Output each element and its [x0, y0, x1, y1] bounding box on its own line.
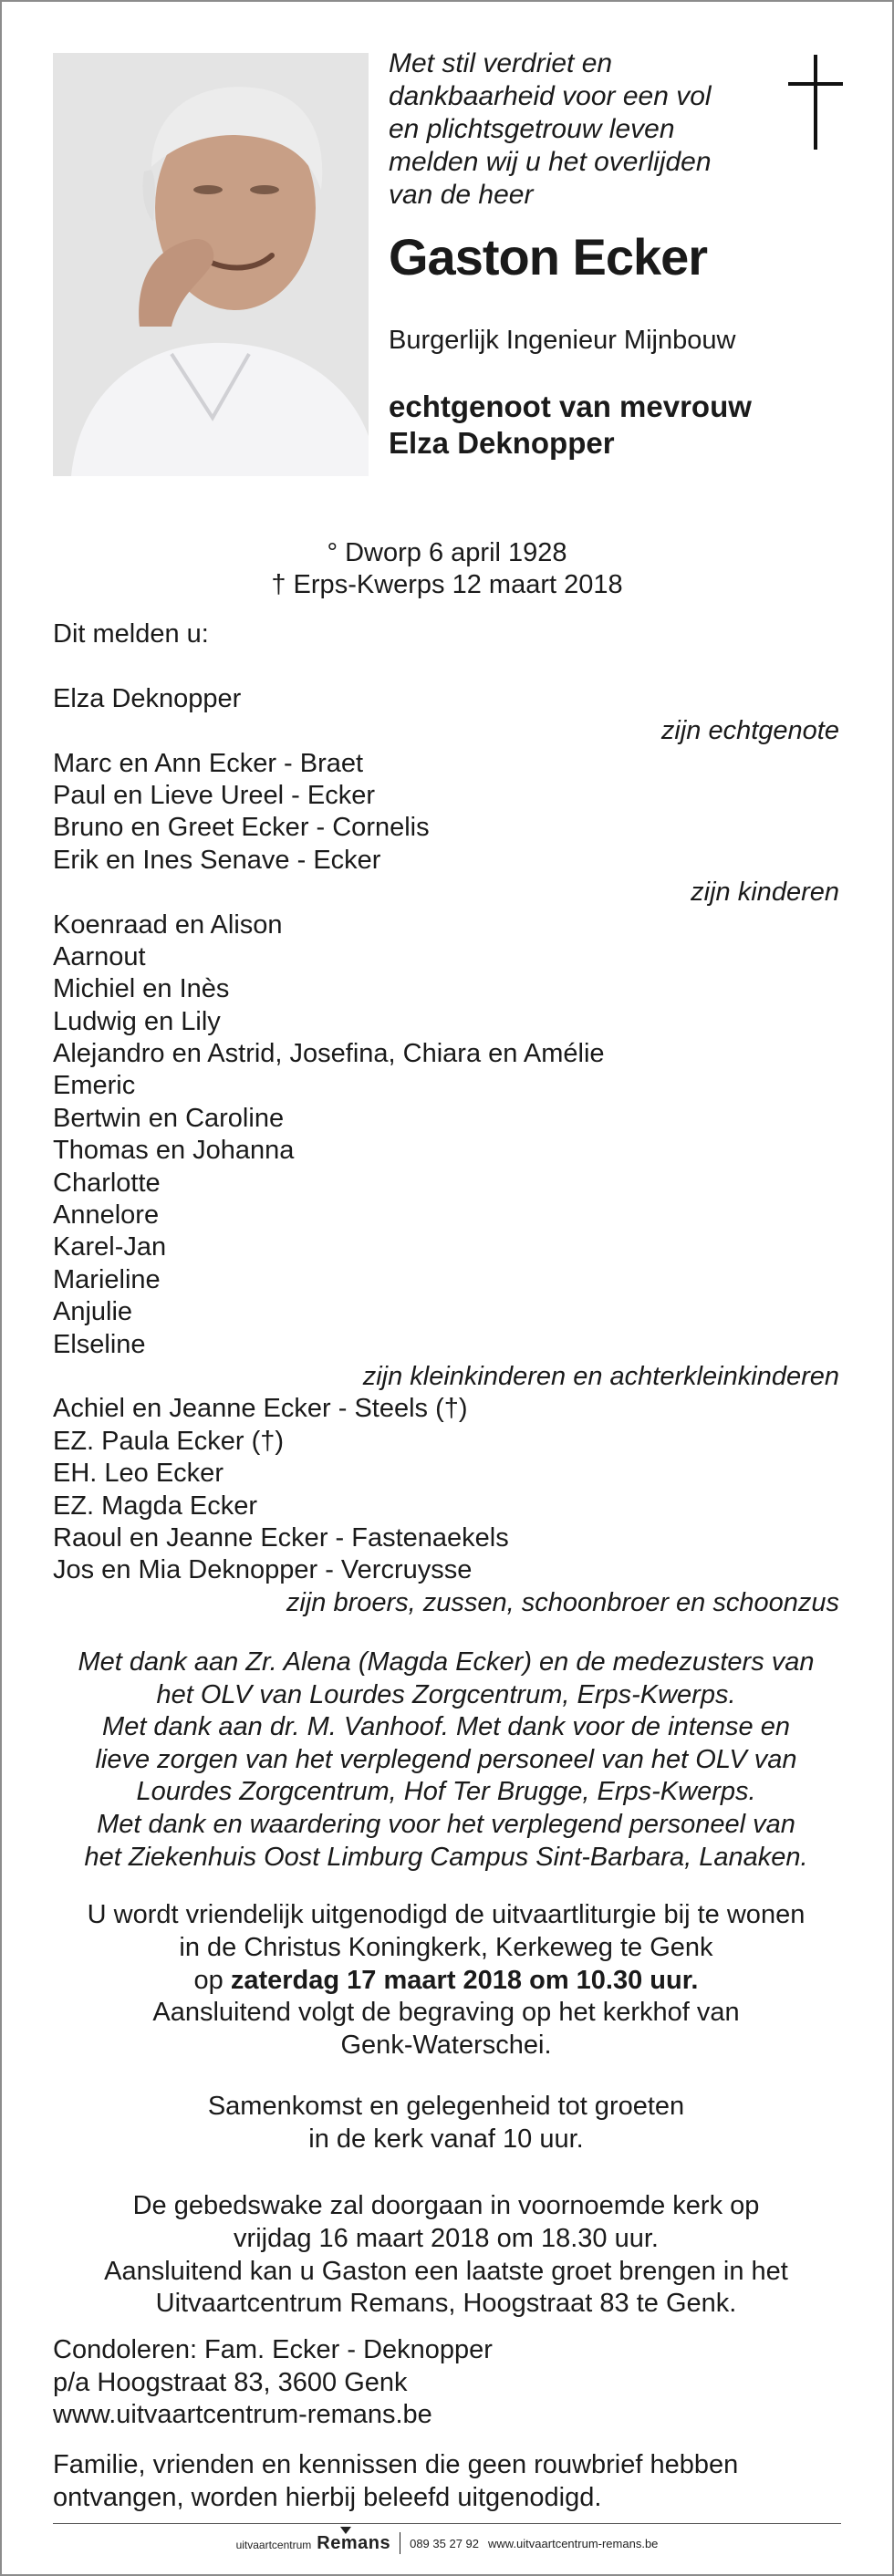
- vigil-line: Aansluitend kan u Gaston een laatste groet brengen in het: [104, 2256, 788, 2286]
- condolences-line: Condoleren: Fam. Ecker - Deknopper: [53, 2335, 493, 2364]
- gathering-notice: [53, 2091, 839, 2156]
- birth-date: ° Dworp 6 april 1928: [327, 538, 567, 567]
- portrait-image: [53, 53, 369, 476]
- family-member: Raoul en Jeanne Ecker - Fastenaekels: [53, 1522, 509, 1553]
- cross-icon: [788, 55, 843, 150]
- intro-text: [389, 47, 754, 212]
- family-member: Bruno en Greet Ecker - Cornelis: [53, 813, 430, 843]
- intro-line: en plichtsgetrouw leven: [389, 114, 675, 144]
- family-member: Elza Deknopper: [53, 683, 242, 713]
- family-opening: Dit melden u:: [53, 619, 209, 649]
- family-member: Alejandro en Astrid, Josefina, Chiara en Amélie: [53, 1039, 605, 1069]
- logo-triangle-icon: [340, 2527, 351, 2534]
- funeral-date-line: [53, 1965, 839, 1998]
- thanks-line: lieve zorgen van het verplegend personeel van het OLV van: [95, 1744, 797, 1774]
- thanks-line: Lourdes Zorgcentrum, Hof Ter Brugge, Erps-Kwerps.: [136, 1777, 756, 1807]
- family-member: Karel-Jan: [53, 1232, 167, 1262]
- spouse-heading-line-2: Elza Deknopper: [389, 426, 615, 460]
- closing-line: Familie, vrienden en kennissen die geen rouwbrief hebben: [53, 2450, 739, 2479]
- funeral-line: in de Christus Koningkerk, Kerkeweg te Genk: [179, 1932, 713, 1962]
- death-date: † Erps-Kwerps 12 maart 2018: [271, 570, 623, 599]
- logo-text-small: uitvaartcentrum: [235, 2538, 312, 2551]
- condolences-block: [53, 2334, 839, 2432]
- family-member: Erik en Ines Senave - Ecker: [53, 845, 381, 875]
- thanks-paragraph: [53, 1646, 839, 1874]
- funeral-date-prefix: op: [193, 1965, 231, 1995]
- family-member: Charlotte: [53, 1168, 161, 1198]
- family-member: EZ. Paula Ecker (†): [53, 1426, 285, 1456]
- family-member: Thomas en Johanna: [53, 1136, 295, 1166]
- family-member: Annelore: [53, 1200, 160, 1231]
- spouse-heading-line-1: echtgenoot van mevrouw: [389, 390, 752, 423]
- family-member: EZ. Magda Ecker: [53, 1491, 258, 1521]
- funeral-line: Aansluitend volgt de begraving op het kerkhof van: [152, 1998, 740, 2028]
- family-member: Elseline: [53, 1329, 146, 1359]
- family-member: EH. Leo Ecker: [53, 1459, 224, 1489]
- funeral-invitation: [53, 1899, 839, 2062]
- condolences-address: p/a Hoogstraat 83, 3600 Genk: [53, 2367, 408, 2397]
- relation-label: zijn broers, zussen, schoonbroer en schoonzus: [286, 1587, 839, 1617]
- funeral-line: U wordt vriendelijk uitgenodigd de uitvaartliturgie bij te wonen: [87, 1900, 806, 1929]
- thanks-line: het OLV van Lourdes Zorgcentrum, Erps-Kwerps.: [156, 1679, 736, 1709]
- relation-label: zijn kinderen: [691, 878, 839, 908]
- footer-website: www.uitvaartcentrum-remans.be: [488, 2536, 659, 2550]
- family-member: Achiel en Jeanne Ecker - Steels (†): [53, 1394, 468, 1424]
- family-member: Jos en Mia Deknopper - Vercruysse: [53, 1555, 473, 1585]
- funeral-home-logo: [236, 2533, 391, 2554]
- family-member: Ludwig en Lily: [53, 1006, 221, 1036]
- deceased-profession: Burgerlijk Ingenieur Mijnbouw: [389, 326, 736, 355]
- relation-label: zijn echtgenote: [660, 716, 839, 746]
- footer-divider: [53, 2523, 841, 2524]
- family-member: Paul en Lieve Ureel - Ecker: [53, 780, 375, 810]
- closing-line: ontvangen, worden hierbij beleefd uitgenodigd.: [53, 2482, 602, 2512]
- family-member: Bertwin en Caroline: [53, 1103, 285, 1133]
- vigil-line: Uitvaartcentrum Remans, Hoogstraat 83 te Genk.: [155, 2289, 737, 2319]
- vigil-line: vrijdag 16 maart 2018 om 18.30 uur.: [234, 2223, 659, 2253]
- family-member: Koenraad en Alison: [53, 909, 283, 940]
- intro-line: melden wij u het overlijden: [389, 147, 712, 177]
- spacer: [53, 650, 839, 682]
- logo-text-big: Remans: [317, 2532, 391, 2553]
- footer: [2, 2525, 892, 2561]
- funeral-line: Genk-Waterschei.: [340, 2031, 552, 2061]
- family-list: [53, 618, 839, 1619]
- gathering-line: in de kerk vanaf 10 uur.: [308, 2124, 584, 2154]
- gathering-line: Samenkomst en gelegenheid tot groeten: [207, 2092, 685, 2121]
- relation-label: zijn kleinkinderen en achterkleinkinderen: [362, 1361, 839, 1391]
- funeral-date: zaterdag 17 maart 2018 om 10.30 uur.: [230, 1965, 699, 1995]
- vigil-notice: [53, 2190, 839, 2321]
- family-member: Anjulie: [53, 1297, 133, 1327]
- closing-notice: [53, 2449, 839, 2514]
- thanks-line: Met dank aan dr. M. Vanhoof. Met dank voor de intense en: [102, 1712, 790, 1742]
- intro-line: Met stil verdriet en: [389, 48, 613, 78]
- thanks-line: het Ziekenhuis Oost Limburg Campus Sint-Barbara, Lanaken.: [84, 1842, 808, 1872]
- family-member: Michiel en Inès: [53, 974, 230, 1004]
- portrait-photo: [53, 53, 369, 476]
- intro-line: dankbaarheid voor een vol: [389, 81, 712, 111]
- thanks-line: Met dank en waardering voor het verplegend personeel van: [97, 1809, 795, 1839]
- deceased-name: Gaston Ecker: [389, 228, 708, 286]
- footer-phone: 089 35 27 92: [410, 2536, 479, 2550]
- vigil-line: De gebedswake zal doorgaan in voornoemde kerk op: [132, 2191, 760, 2220]
- family-member: Marieline: [53, 1264, 161, 1294]
- family-member: Emeric: [53, 1071, 136, 1101]
- condolences-website: www.uitvaartcentrum-remans.be: [53, 2400, 432, 2430]
- family-member: Marc en Ann Ecker - Braet: [53, 748, 364, 778]
- thanks-line: Met dank aan Zr. Alena (Magda Ecker) en de medezusters van: [78, 1647, 815, 1677]
- intro-line: van de heer: [389, 180, 534, 210]
- family-member: Aarnout: [53, 941, 146, 971]
